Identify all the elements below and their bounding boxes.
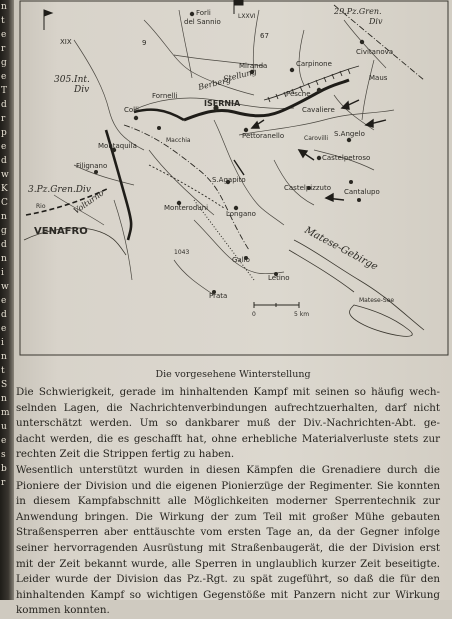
map-label-carpinone: Carpinone	[296, 60, 332, 68]
map-label-matese-see: Matese-See	[359, 297, 395, 304]
adjacent-page-letter: r	[1, 114, 6, 124]
body-paragraphs	[16, 385, 440, 619]
map-label-stellung: Stellung	[222, 66, 258, 84]
body-line: in diesem Kampfabschnitt alle Möglichkeiten moderner Sperrentechnik zur	[16, 495, 440, 508]
map-label-1043: 1043	[174, 249, 190, 256]
map-label-xix: XIX	[60, 38, 72, 46]
map-label-matese-gebirge: Matese-Gebirge	[302, 224, 380, 273]
map-label-letino: Letino	[268, 274, 290, 282]
map-label-maus: Maus	[369, 74, 388, 82]
body-line: mit der Zeit bekannt wurde, alle Sperren in unglaublich kurzer Zeit beseitigte.	[16, 557, 440, 570]
book-page	[14, 0, 452, 617]
adjacent-page-letter: d	[1, 240, 7, 250]
adjacent-page-letter: r	[1, 44, 6, 54]
adjacent-page-letter: e	[1, 436, 7, 446]
map-label-forli: Forli	[196, 9, 211, 17]
adjacent-page-letter: i	[1, 268, 4, 278]
adjacent-page-letter: n	[1, 2, 7, 12]
map-label-fornelli: Fornelli	[152, 92, 178, 100]
binding-edge	[0, 0, 14, 600]
adjacent-page-letter: d	[1, 310, 7, 320]
map-label-pettoranello: Pettoranello	[242, 132, 285, 140]
map-label-s-angelo: S.Angelo	[334, 130, 365, 138]
adjacent-page-letter: i	[1, 338, 4, 348]
map-label-berberg: Berberg	[197, 75, 232, 92]
map-label-filignano: Filignano	[76, 162, 108, 170]
body-line: Straßensperren aber enttäuschte vom ersten Tage an, da der Gegner infolge	[16, 526, 440, 539]
map-label-isernia: ISERNIA	[204, 99, 241, 108]
adjacent-page-letter: T	[1, 86, 8, 96]
map-label-29-gren-div: 29.Pz.Gren.	[334, 7, 382, 16]
map-label-del-sannio: del Sannio	[184, 18, 221, 26]
adjacent-page-letter: g	[1, 226, 7, 236]
map-label-montaquila: Montaquila	[98, 142, 137, 150]
adjacent-page-letter: e	[1, 324, 7, 334]
map-label-cantalupo: Cantalupo	[344, 188, 380, 196]
map-label-cavaliere: Cavaliere	[302, 106, 335, 114]
adjacent-page-letter: s	[1, 450, 6, 460]
mountains	[24, 228, 424, 336]
map-label-civitanova: Civitanova	[356, 48, 394, 56]
map-label-monteroduni: Monteroduni	[164, 204, 209, 212]
map-label-volturno: Volturno	[71, 188, 106, 216]
body-line: hinhaltenden Kampf so wichtigen Gegenstöße mit Panzern nicht zur Wirkung	[16, 588, 440, 601]
map-figure	[14, 0, 452, 356]
body-line: kommen konnten.	[16, 604, 110, 617]
map-label-carovilli: Carovilli	[304, 135, 329, 142]
town-markers	[94, 12, 364, 294]
map-label-castelpetroso: Castelpetroso	[322, 154, 371, 162]
adjacent-page-letter: C	[1, 198, 8, 208]
adjacent-page-letter: b	[1, 464, 7, 474]
body-line: rechten Zeit die Strippen fertig zu haben.	[16, 448, 235, 461]
map-label-longano: Longano	[226, 210, 256, 218]
adjacent-page-letter: w	[1, 170, 9, 180]
map-label-prata: Prata	[209, 292, 228, 300]
map-label-gallo: Gallo	[232, 256, 250, 264]
map-label-s-agapito: S.Agapito	[212, 176, 246, 184]
map-drawing	[14, 0, 452, 356]
map-label-scale-0: 0	[252, 311, 256, 318]
adjacent-page-letter: n	[1, 212, 7, 222]
map-label-3-gren-div: 3.Pz.Gren.Div	[28, 185, 91, 195]
adjacent-page-letter: u	[1, 422, 7, 432]
adjacent-page-letter: g	[1, 58, 7, 68]
map-label-lxxvi: LXXVI	[238, 13, 256, 20]
adjacent-page-letter: d	[1, 100, 7, 110]
map-label-castelpizzuto: Castelpizzuto	[284, 184, 332, 192]
adjacent-page-letter: m	[1, 408, 10, 418]
division-boundaries	[124, 5, 424, 250]
adjacent-page-letters	[1, 0, 13, 600]
adjacent-page-letter: p	[1, 128, 7, 138]
map-label-scale-5: 5 km	[294, 311, 310, 318]
adjacent-page-letter: e	[1, 30, 7, 40]
adjacent-page-letter: S	[1, 380, 8, 390]
map-label-div-305: Div	[74, 85, 90, 95]
body-line: Leider wurde der Division das Pz.-Rgt. zu spät zugeführt, so daß die für den	[16, 573, 440, 586]
map-label-colli: Colli	[124, 106, 140, 114]
map-label-macchia: Macchia	[166, 137, 191, 144]
body-line: unterschätzt werden. Um so dankbarer muß der Div.-Nachrichten-Abt. ge-	[16, 417, 440, 430]
adjacent-page-letter: t	[1, 366, 5, 376]
map-label-div-29: Div	[369, 17, 383, 26]
adjacent-page-letter: d	[1, 156, 7, 166]
adjacent-page-letter: r	[1, 478, 6, 488]
body-line: Wesentlich unterstützt wurden in diesen Kämpfen die Grenadiere durch die	[16, 463, 440, 476]
map-label-pesche: Pesche	[286, 90, 311, 98]
map-label-rio: Rio	[36, 203, 46, 210]
map-label-67: 67	[260, 32, 269, 40]
body-line: Pioniere der Division und die eigenen Pionierzüge der Regimenter. Sie konnten	[16, 479, 440, 492]
adjacent-page-letter: n	[1, 254, 7, 264]
body-line: dacht werden, die es geschafft hat, ohne erhebliche Materialverluste stets zur	[16, 432, 440, 445]
adjacent-page-letter: n	[1, 394, 7, 404]
map-label-miranda: Miranda	[239, 62, 268, 70]
map-label-305-int: 305.Int.	[54, 75, 90, 85]
map-label-9: 9	[142, 39, 147, 47]
map-label-venafro: VENAFRO	[34, 226, 88, 237]
adjacent-page-letter: t	[1, 16, 5, 26]
body-line: Die Schwierigkeit, gerade im hinhaltenden Kampf mit seinen so häufig wech-	[16, 386, 440, 398]
adjacent-page-letter: e	[1, 296, 7, 306]
adjacent-page-letter: K	[1, 184, 8, 194]
body-line: seiner hervorragenden Ausrüstung mit Straßenbaugerät, die der Division erst	[16, 541, 440, 554]
scale-bar	[254, 302, 299, 308]
adjacent-page-letter: e	[1, 72, 7, 82]
front-line	[26, 80, 349, 240]
body-line: Anwendung bringen. Die Wirkung der zum Teil mit großer Mühe gebauten	[16, 510, 440, 523]
adjacent-page-letter: e	[1, 142, 7, 152]
body-line: selnden Lagen, die Nachrichtenverbindungen aufrechtzuerhalten, darf nicht	[16, 401, 440, 414]
adjacent-page-letter: n	[1, 352, 7, 362]
adjacent-page-letter: w	[1, 282, 9, 292]
figure-caption: Die vorgesehene Winterstellung	[155, 369, 311, 380]
